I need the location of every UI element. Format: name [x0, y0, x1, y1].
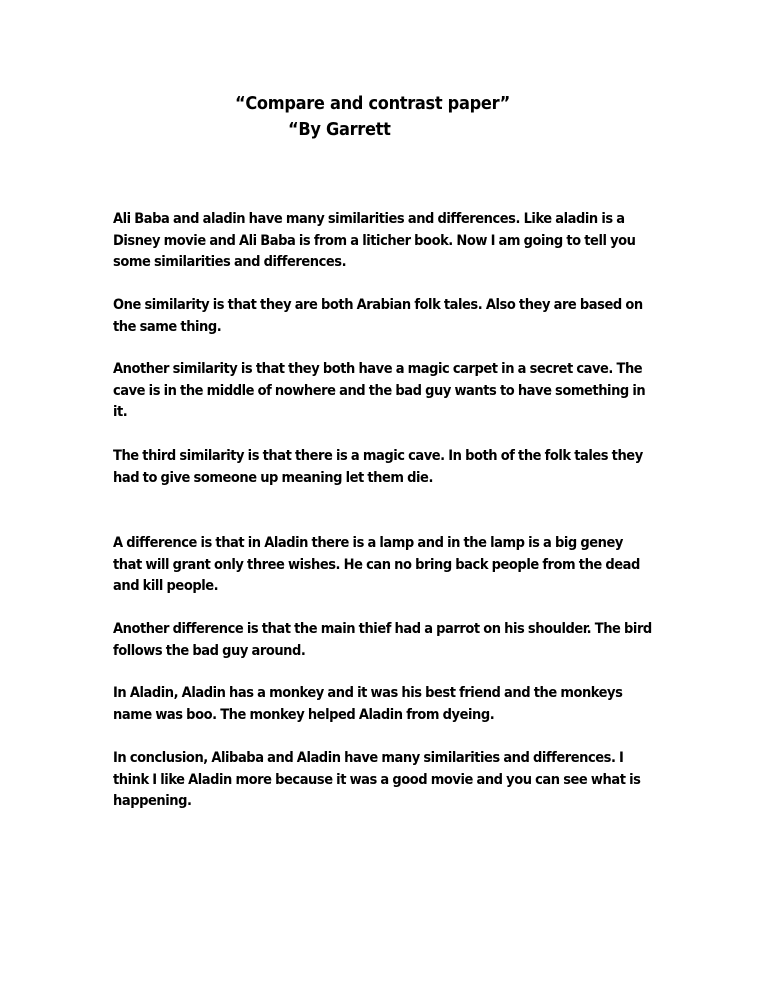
- document-title: “Compare and contrast paper”: [235, 93, 510, 114]
- paragraph-introduction: Ali Baba and aladin have many similarities and differences. Like aladin is a Disney movie and Ali Baba is from a liticher book. Now I am going to tell you some similarities and differences.: [113, 211, 636, 270]
- paragraph-difference-3: In Aladin, Aladin has a monkey and it was his best friend and the monkeys name was boo. The monkey helped Aladin from dyeing.: [113, 685, 623, 723]
- document-byline: “By Garrett: [288, 119, 391, 140]
- paragraph-similarity-1: One similarity is that they are both Arabian folk tales. Also they are based on the same thing.: [113, 297, 643, 335]
- paragraph-conclusion: In conclusion, Alibaba and Aladin have many similarities and differences. I think I like Aladin more because it was a good movie and you can see what is happening.: [113, 750, 641, 809]
- paragraph-difference-2: Another difference is that the main thief had a parrot on his shoulder. The bird follows the bad guy around.: [113, 621, 652, 659]
- paragraph-difference-1: A difference is that in Aladin there is a lamp and in the lamp is a big geney that will grant only three wishes. He can no bring back people from the dead and kill people.: [113, 535, 640, 594]
- paragraph-similarity-3: The third similarity is that there is a magic cave. In both of the folk tales they had to give someone up meaning let them die.: [113, 448, 643, 486]
- paragraph-similarity-2: Another similarity is that they both have a magic carpet in a secret cave. The cave is in the middle of nowhere and the bad guy wants to have something in it.: [113, 361, 646, 420]
